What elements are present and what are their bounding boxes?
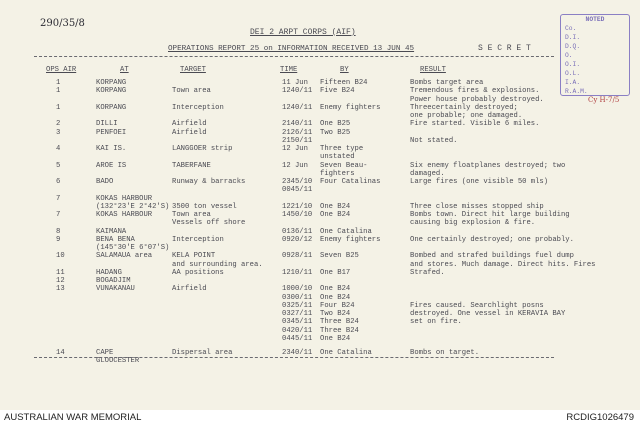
cell-at: HADANG — [96, 268, 122, 277]
cell-by: Seven Beau- — [320, 161, 368, 170]
cell-result: Bombs town. Direct hit large building — [410, 211, 570, 219]
cell-target: Dispersal area — [172, 349, 233, 357]
stamp-line: D.I. — [565, 34, 581, 41]
cell-by: One B25 — [320, 120, 351, 129]
cell-time: 0325/11 — [282, 301, 313, 310]
cell-by: Enemy fighters — [320, 103, 381, 112]
col-header-target: TARGET — [180, 66, 206, 74]
col-header-by: BY — [340, 66, 349, 74]
cell-by: Two B25 — [320, 128, 351, 137]
cell-result: Large fires (one visible 50 mls) — [410, 178, 549, 186]
cell-time: 1240/11 — [282, 87, 313, 96]
cell-by: Three type — [320, 145, 364, 153]
cell-at: KAIMANA — [96, 227, 127, 236]
report-title: OPERATIONS REPORT 25 on INFORMATION RECEIVED 13 JUN 45 — [168, 45, 415, 53]
stamp-line: O.L. — [565, 70, 581, 77]
cell-time: 1450/10 — [282, 211, 313, 219]
cell-at: CAPE — [96, 349, 114, 357]
cell-at: (132°23'E 2°42'S) — [96, 202, 170, 211]
cell-result: One certainly destroyed; one probably. — [410, 235, 574, 244]
cell-target: Runway & barracks — [172, 178, 246, 186]
cell-time: 0420/11 — [282, 326, 313, 335]
footer-credit: AUSTRALIAN WAR MEMORIAL — [4, 412, 142, 423]
header-rule — [34, 56, 554, 57]
cell-result: Bombs target area — [410, 79, 484, 87]
cell-time: 1240/11 — [282, 103, 313, 112]
cell-at: KORPANG — [96, 79, 127, 87]
cell-at: DILLI — [96, 120, 118, 129]
cell-no: 1 — [56, 103, 61, 112]
stamp-line: O.I. — [565, 61, 581, 68]
cell-at: GLOUCESTER — [96, 357, 140, 366]
cell-time: 1221/10 — [282, 202, 313, 211]
cell-time: 11 Jun — [282, 79, 308, 87]
cell-no: 12 — [56, 277, 65, 285]
cell-target: Interception — [172, 235, 224, 244]
cell-by: One B24 — [320, 293, 351, 302]
cell-by: One B17 — [320, 268, 351, 277]
cell-at: BADO — [96, 178, 114, 186]
cell-result: Bombs on target. — [410, 349, 480, 357]
org-heading: DEI 2 ARPT CORPS (AIF) — [250, 28, 356, 37]
cell-no: 10 — [56, 252, 65, 261]
cell-result: Six enemy floatplanes destroyed; two — [410, 161, 566, 170]
cell-time: 2150/11 — [282, 136, 313, 145]
cell-result: destroyed. One vessel in KERAVIA BAY — [410, 310, 566, 318]
cell-no: 7 — [56, 211, 61, 219]
cell-time: 0920/12 — [282, 235, 313, 244]
file-reference: 290/35/8 — [40, 18, 85, 29]
cell-by: Four B24 — [320, 301, 355, 310]
cell-result: Fire started. Visible 6 miles. — [410, 120, 540, 129]
footer-id: RCDIG1026479 — [566, 412, 634, 423]
cell-result: causing big explosion & fire. — [410, 219, 536, 228]
cell-at: VUNAKANAU — [96, 285, 135, 294]
margin-note: Cy H-7/5 — [588, 96, 620, 104]
cell-by: One Catalina — [320, 349, 372, 357]
cell-target: Vessels off shore — [172, 219, 246, 228]
cell-target: Airfield — [172, 285, 207, 294]
cell-time: 0928/11 — [282, 252, 313, 261]
cell-no: 9 — [56, 235, 61, 244]
stamp-title: NOTED — [585, 16, 605, 23]
noted-stamp — [560, 14, 630, 96]
stamp-line: O. — [565, 52, 573, 59]
cell-at: KORPANG — [96, 87, 127, 96]
cell-by: One B24 — [320, 334, 351, 343]
cell-time: 12 Jun — [282, 145, 308, 153]
cell-at: KAI IS. — [96, 145, 127, 153]
cell-result: Threecertainly destroyed; — [410, 103, 518, 112]
cell-time: 2140/11 — [282, 120, 313, 129]
cell-time: 0136/11 — [282, 227, 313, 236]
stamp-line: D.Q. — [565, 43, 581, 50]
cell-target: KELA POINT — [172, 252, 216, 261]
cell-no: 1 — [56, 87, 61, 96]
cell-by: fighters — [320, 169, 355, 178]
cell-by: Three B24 — [320, 326, 359, 335]
cell-time: 12 Jun — [282, 161, 308, 170]
cell-no: 13 — [56, 285, 65, 294]
cell-target: TABERFANE — [172, 161, 211, 170]
cell-no: 8 — [56, 227, 61, 236]
cell-target: Town area — [172, 87, 211, 96]
cell-time: 0445/11 — [282, 334, 313, 343]
cell-at: SALAMAUA area — [96, 252, 153, 261]
cell-by: unstated — [320, 153, 355, 162]
cell-no: 7 — [56, 194, 61, 203]
cell-time: 0300/11 — [282, 293, 313, 302]
cell-no: 1 — [56, 79, 61, 87]
cell-no: 3 — [56, 128, 61, 137]
cell-at: PENFOEI — [96, 128, 127, 137]
cell-result: Power house probably destroyed. — [410, 95, 544, 104]
cell-at: BENA BENA — [96, 235, 135, 244]
cell-by: Five B24 — [320, 87, 355, 96]
cell-time: 0345/11 — [282, 318, 313, 327]
cell-by: One B24 — [320, 285, 351, 294]
cell-result: one probable; one damaged. — [410, 112, 523, 120]
cell-at: AROE IS — [96, 161, 127, 170]
cell-by: Fifteen B24 — [320, 79, 368, 87]
cell-target: Interception — [172, 103, 224, 112]
cell-target: Airfield — [172, 120, 207, 129]
stamp-line: R.A.M. — [565, 88, 588, 95]
stamp-line: I.A. — [565, 79, 581, 86]
cell-no: 6 — [56, 178, 61, 186]
cell-no: 14 — [56, 349, 65, 357]
cell-by: Four Catalinas — [320, 178, 381, 186]
cell-no: 4 — [56, 145, 61, 153]
cell-time: 1210/11 — [282, 268, 313, 277]
cell-result: Tremendous fires & explosions. — [410, 87, 540, 96]
cell-time: 2345/10 — [282, 178, 313, 186]
cell-by: One B24 — [320, 211, 351, 219]
cell-by: Three B24 — [320, 318, 359, 327]
cell-result: set on fire. — [410, 318, 462, 327]
cell-time: 2126/11 — [282, 128, 313, 137]
col-header-result: RESULT — [420, 66, 446, 74]
classification: S E C R E T — [478, 44, 531, 53]
section-rule — [34, 357, 554, 358]
stamp-line: Co. — [565, 25, 577, 32]
cell-result: Fires caused. Searchlight posns — [410, 301, 544, 310]
cell-no: 11 — [56, 268, 65, 277]
cell-at: KOKAS HARBOUR — [96, 211, 153, 219]
cell-by: Seven B25 — [320, 252, 359, 261]
cell-target: and surrounding area. — [172, 260, 263, 269]
cell-result: Bombed and strafed buildings fuel dump — [410, 252, 574, 261]
cell-at: BOGADJIM — [96, 277, 131, 285]
cell-at: KOKAS HARBOUR — [96, 194, 153, 203]
cell-at: (145°30'E 6°07'S) — [96, 244, 170, 252]
cell-time: 0045/11 — [282, 186, 313, 195]
cell-at: KORPANG — [96, 103, 127, 112]
cell-target: Town area — [172, 211, 211, 219]
cell-target: Airfield — [172, 128, 207, 137]
cell-by: One Catalina — [320, 227, 372, 236]
cell-no: 2 — [56, 120, 61, 129]
cell-time: 0327/11 — [282, 310, 313, 318]
cell-result: Three close misses stopped ship — [410, 202, 544, 211]
col-header-ops: OPS AIR — [46, 66, 77, 74]
cell-result: Strafed. — [410, 268, 445, 277]
cell-by: Two B24 — [320, 310, 351, 318]
cell-result: and stores. Much damage. Direct hits. Fires — [410, 260, 596, 269]
col-header-at: AT — [120, 66, 129, 74]
cell-time: 2340/11 — [282, 349, 313, 357]
cell-by: Enemy fighters — [320, 235, 381, 244]
cell-target: 3500 ton vessel — [172, 202, 237, 211]
cell-no: 5 — [56, 161, 61, 170]
cell-target: LANGGOER strip — [172, 145, 233, 153]
cell-time: 1000/10 — [282, 285, 313, 294]
cell-result: damaged. — [410, 169, 445, 178]
cell-by: One B24 — [320, 202, 351, 211]
cell-target: AA positions — [172, 268, 224, 277]
cell-result: Not stated. — [410, 136, 458, 145]
col-header-time: TIME — [280, 66, 298, 74]
